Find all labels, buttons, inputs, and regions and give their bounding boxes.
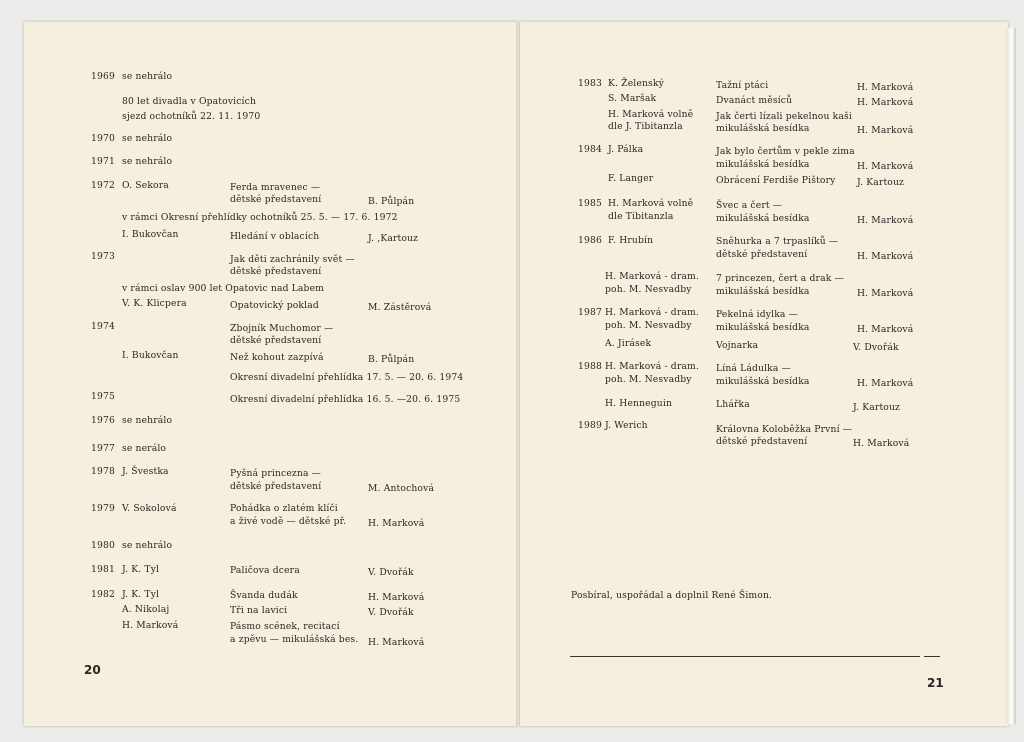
left-text-line: 1973 xyxy=(91,251,115,262)
left-text-line: V. K. Klicpera xyxy=(122,298,187,309)
right-text-line: A. Jirásek xyxy=(605,338,652,349)
right-text-line: S. Maršak xyxy=(608,93,657,104)
right-text-line: dle J. Tibitanzla xyxy=(608,121,683,132)
closing-rule-end xyxy=(924,656,940,657)
left-text-line: se nehrálo xyxy=(122,71,173,82)
right-text-line: H. Marková xyxy=(857,378,914,389)
right-text-line: H. Marková xyxy=(857,215,914,226)
right-text-line: dětské představení xyxy=(716,436,808,447)
left-text-line: dětské představení xyxy=(230,194,322,205)
right-text-line: 1989 xyxy=(578,420,602,431)
left-text-line: Švanda dudák xyxy=(230,590,298,601)
left-text-line: M. Antochová xyxy=(368,483,435,494)
right-text-line: mikulášská besídka xyxy=(716,376,810,387)
left-text-line: H. Marková xyxy=(368,592,425,603)
right-text-line: Vojnarka xyxy=(716,340,759,351)
right-text-line: H. Henneguin xyxy=(605,398,673,409)
right-text-line: H. Marková xyxy=(857,288,914,299)
closing-rule xyxy=(570,656,920,657)
right-text-line: poh. M. Nesvadby xyxy=(605,284,692,295)
left-text-line: 1982 xyxy=(91,589,115,600)
right-text-line: Královna Koloběžka První — xyxy=(716,424,853,435)
left-text-line: J. ,Kartouz xyxy=(368,233,419,244)
right-text-line: F. Langer xyxy=(608,173,654,184)
left-text-line: 1975 xyxy=(91,391,115,402)
right-text-line: Lhářka xyxy=(716,399,750,410)
left-text-line: 1980 xyxy=(91,540,115,551)
left-text-line: Hledání v oblacích xyxy=(230,231,320,242)
right-text-line: 1987 xyxy=(578,307,602,318)
left-text-line: 1977 xyxy=(91,443,115,454)
left-text-line: J. Švestka xyxy=(122,466,169,477)
left-text-line: Paličova dcera xyxy=(230,565,300,576)
left-text-line: 1978 xyxy=(91,466,115,477)
left-text-line: dětské představení xyxy=(230,481,322,492)
left-text-line: 1976 xyxy=(91,415,115,426)
left-text-line: I. Bukovčan xyxy=(122,229,179,240)
right-text-line: mikulášská besídka xyxy=(716,322,810,333)
left-text-line: Pohádka o zlatém klíči xyxy=(230,503,338,514)
right-text-line: Tažní ptáci xyxy=(716,80,769,91)
right-text-line: H. Marková volně xyxy=(608,198,694,209)
right-text-line: H. Marková xyxy=(857,251,914,262)
left-text-line: V. Dvořák xyxy=(368,567,414,578)
left-text-line: Tři na lavici xyxy=(230,605,288,616)
left-text-line: se nehrálo xyxy=(122,133,173,144)
left-text-line: J. K. Tyl xyxy=(122,564,160,575)
left-text-line: M. Zástěrová xyxy=(368,302,432,313)
left-text-line: Okresní divadelní přehlídka 16. 5. —20. 6. 1975 xyxy=(230,394,461,405)
right-text-line: K. Želenský xyxy=(608,78,664,89)
left-text-line: V. Sokolová xyxy=(122,503,177,514)
left-text-line: Ferda mravenec — xyxy=(230,182,321,193)
right-text-line: H. Marková xyxy=(857,161,914,172)
left-text-line: v rámci oslav 900 let Opatovic nad Labem xyxy=(122,283,325,294)
right-text-line: Sněhurka a 7 trpaslíků — xyxy=(716,236,839,247)
left-text-line: Jak děti zachránily svět — xyxy=(230,254,355,265)
right-text-line: dle Tibitanzla xyxy=(608,211,674,222)
left-text-line: H. Marková xyxy=(368,637,425,648)
left-text-line: se nerálo xyxy=(122,443,167,454)
left-text-line: B. Půlpán xyxy=(368,196,415,207)
right-text-line: dětské představení xyxy=(716,249,808,260)
right-text-line: H. Marková - dram. xyxy=(605,361,699,372)
right-text-line: 1988 xyxy=(578,361,602,372)
right-text-line: poh. M. Nesvadby xyxy=(605,320,692,331)
right-text-line: J. Kartouz xyxy=(857,177,905,188)
right-text-line: mikulášská besídka xyxy=(716,123,810,134)
right-text-line: poh. M. Nesvadby xyxy=(605,374,692,385)
right-text-line: 1985 xyxy=(578,198,602,209)
left-text-line: H. Marková xyxy=(122,620,179,631)
left-text-line: O. Sekora xyxy=(122,180,169,191)
right-text-line: V. Dvořák xyxy=(853,342,899,353)
left-text-line: 80 let divadla v Opatovicích xyxy=(122,96,257,107)
left-text-line: se nehrálo xyxy=(122,156,173,167)
right-text-line: H. Marková - dram. xyxy=(605,271,699,282)
right-text-line: H. Marková xyxy=(857,125,914,136)
page-edge xyxy=(1006,28,1016,724)
left-text-line: 1979 xyxy=(91,503,115,514)
left-text-line: V. Dvořák xyxy=(368,607,414,618)
right-text-line: 7 princezen, čert a drak — xyxy=(716,273,844,284)
right-text-line: Jak čerti lízali pekelnou kaši xyxy=(716,111,852,122)
left-text-line: A. Nikolaj xyxy=(122,604,170,615)
left-text-line: a zpěvu — mikulášská bes. xyxy=(230,634,359,645)
left-text-line: 1970 xyxy=(91,133,115,144)
right-text-line: H. Marková xyxy=(857,97,914,108)
left-text-line: a živé vodě — dětské př. xyxy=(230,516,347,527)
right-text-line: Líná Ládulka — xyxy=(716,363,791,374)
left-text-line: 1972 xyxy=(91,180,115,191)
left-text-line: dětské představení xyxy=(230,266,322,277)
right-text-line: Obrácení Ferdiše Pištory xyxy=(716,175,836,186)
left-text-line: B. Půlpán xyxy=(368,354,415,365)
right-text-line: mikulášská besídka xyxy=(716,286,810,297)
right-text-line: Pekelná idylka — xyxy=(716,309,798,320)
right-text-line: J. Werich xyxy=(605,420,648,431)
left-text-line: H. Marková xyxy=(368,518,425,529)
right-text-line: Posbíral, uspořádal a doplnil René Šimon. xyxy=(571,590,773,601)
left-text-line: I. Bukovčan xyxy=(122,350,179,361)
left-text-line: Než kohout zazpívá xyxy=(230,352,324,363)
left-text-line: se nehrálo xyxy=(122,415,173,426)
right-text-line: mikulášská besídka xyxy=(716,159,810,170)
right-text-line: H. Marková xyxy=(857,324,914,335)
left-text-line: Opatovický poklad xyxy=(230,300,319,311)
right-text-line: J. Pálka xyxy=(608,144,644,155)
left-text-line: v rámci Okresní přehlídky ochotníků 25. 5. — 17. 6. 1972 xyxy=(122,212,398,223)
left-text-line: 1971 xyxy=(91,156,115,167)
left-text-line: Zbojník Muchomor — xyxy=(230,323,334,334)
left-text-line: Okresní divadelní přehlídka 17. 5. — 20. 6. 1974 xyxy=(230,372,464,383)
left-text-line: J. K. Tyl xyxy=(122,589,160,600)
right-text-line: Dvanáct měsíců xyxy=(716,95,793,106)
right-text-line: H. Marková - dram. xyxy=(605,307,699,318)
left-text-line: 1974 xyxy=(91,321,115,332)
right-text-line: 1983 xyxy=(578,78,602,89)
right-text-line: Švec a čert — xyxy=(716,200,783,211)
right-text-line: Jak bylo čertům v pekle zima xyxy=(716,146,855,157)
left-text-line: sjezd ochotníků 22. 11. 1970 xyxy=(122,111,261,122)
right-text-line: 1986 xyxy=(578,235,602,246)
left-text-line: dětské představení xyxy=(230,335,322,346)
left-text-line: Pásmo scének, recitací xyxy=(230,621,340,632)
right-text-line: H. Marková xyxy=(857,82,914,93)
left-text-line: 1981 xyxy=(91,564,115,575)
right-text-line: H. Marková volně xyxy=(608,109,694,120)
right-text-line: mikulášská besídka xyxy=(716,213,810,224)
left-text-line: se nehrálo xyxy=(122,540,173,551)
left-text-line: 1969 xyxy=(91,71,115,82)
page-number-left: 20 xyxy=(84,663,101,677)
right-text-line: 1984 xyxy=(578,144,602,155)
right-text-line: F. Hrubín xyxy=(608,235,654,246)
right-text-line: J. Kartouz xyxy=(853,402,901,413)
left-text-line: Pyšná princezna — xyxy=(230,468,322,479)
right-text-line: H. Marková xyxy=(853,438,910,449)
page-number-right: 21 xyxy=(927,676,944,690)
